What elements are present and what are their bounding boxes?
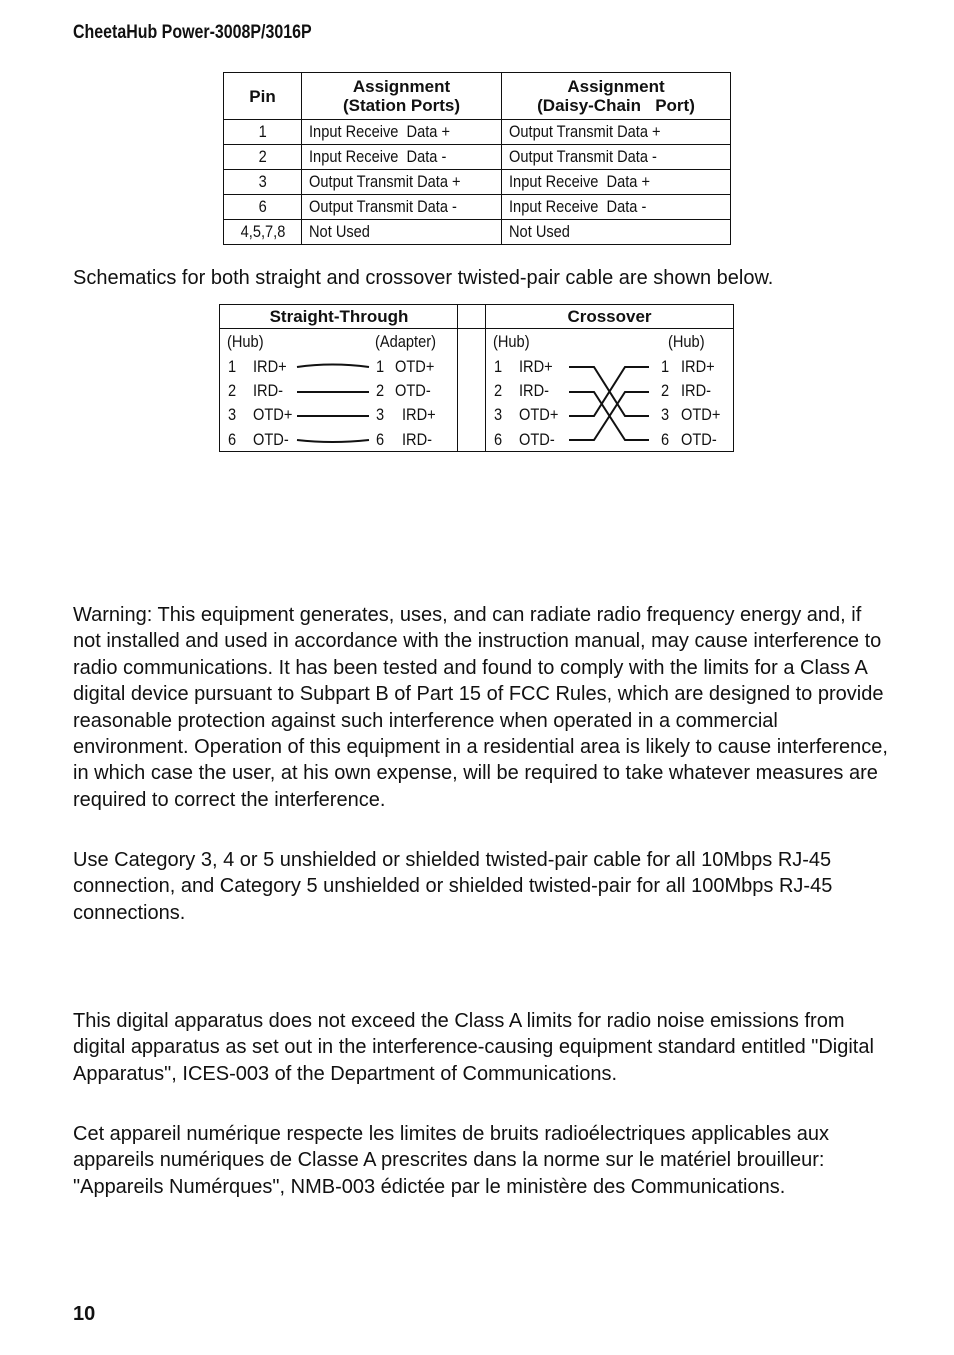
straight-left-signal: OTD- <box>253 430 289 449</box>
crossover-right-signal: IRD- <box>681 381 712 400</box>
straight-through-title: Straight-Through <box>220 305 458 329</box>
straight-right-signal: IRD- <box>402 430 433 449</box>
pin-cell: 4,5,7,8 <box>240 222 285 241</box>
pin-cell: 1 <box>258 122 267 141</box>
crossover-left-pin: 1 <box>494 357 503 376</box>
table-row <box>224 170 731 195</box>
cable-schematic-table <box>219 304 734 452</box>
crossover-left-signal: IRD- <box>519 381 550 400</box>
station-ports-column-header <box>302 73 502 120</box>
fcc-warning-paragraph: Warning: This equipment generates, uses, and can radiate radio frequency energy and, if not installed and used in accordance with the instruction manual, may cause interference to radio communications. It has been tested and found to comply with the limits for a Class A digital device pursuant to Subpart B of Part 15 of FCC Rules, which are designed to provide reasonable protection against such interference when operated in a commercial environment. Operation of this equipment in a residential area is likely to cause interference, in which case the user, at his own expense, will be required to take whatever measures are required to correct the interference. <box>73 604 888 811</box>
crossover-left-signal: IRD+ <box>519 357 553 376</box>
crossover-left-signal: OTD- <box>519 430 555 449</box>
wiring-lines <box>220 305 733 451</box>
straight-right-pin: 2 <box>376 381 385 400</box>
pin-column-header: Pin <box>224 73 302 120</box>
crossover-left-pin: 3 <box>494 405 503 424</box>
straight-wire-6 <box>297 440 369 442</box>
straight-left-pin: 2 <box>228 381 237 400</box>
crossover-left-header: (Hub) <box>493 332 530 351</box>
straight-right-signal: OTD- <box>395 381 431 400</box>
daisy-cell: Input Receive Data - <box>509 197 647 216</box>
crossover-right-pin: 1 <box>661 357 670 376</box>
straight-left-signal: IRD- <box>253 381 284 400</box>
station-cell: Input Receive Data + <box>309 122 451 141</box>
daisy-cell: Output Transmit Data - <box>509 147 657 166</box>
table-row <box>224 145 731 170</box>
pin-cell: 6 <box>258 197 267 216</box>
straight-left-header: (Hub) <box>227 332 264 351</box>
straight-right-signal: IRD+ <box>402 405 436 424</box>
daisy-cell: Not Used <box>509 222 570 241</box>
straight-left-signal: OTD+ <box>253 405 293 424</box>
crossover-left-pin: 2 <box>494 381 503 400</box>
table-row <box>224 120 731 145</box>
station-cell: Output Transmit Data + <box>309 172 461 191</box>
station-cell: Input Receive Data - <box>309 147 447 166</box>
straight-left-signal: IRD+ <box>253 357 287 376</box>
straight-right-pin: 6 <box>376 430 385 449</box>
straight-wire-1 <box>297 365 369 368</box>
pin-assignment-table <box>223 72 731 245</box>
daisy-chain-column-header <box>502 73 731 120</box>
schematics-intro-text: Schematics for both straight and crossover twisted-pair cable are shown below. <box>73 267 774 289</box>
straight-left-pin: 6 <box>228 430 237 449</box>
crossover-right-signal: OTD- <box>681 430 717 449</box>
crossover-right-pin: 2 <box>661 381 670 400</box>
straight-right-signal: OTD+ <box>395 357 435 376</box>
doc-compliance-french: Cet appareil numérique respecte les limites de bruits radioélectriques applicables aux appareils numériques de Classe A prescrites dans la norme sur le matériel brouilleur: "Appareils Numérques", NMB-003 édictée par le ministère des Communications. <box>73 1123 829 1198</box>
doc-compliance-english: This digital apparatus does not exceed the Class A limits for radio noise emissions from digital apparatus as set out in the interference-causing equipment standard entitled "Digital Apparatus", ICES-003 of the Department of Communications. <box>73 1010 874 1085</box>
daisy-header-line1: Assignment <box>567 77 665 96</box>
straight-right-header: (Adapter) <box>375 332 436 351</box>
page-header-title: CheetaHub Power-3008P/3016P <box>73 22 312 43</box>
daisy-cell: Output Transmit Data + <box>509 122 661 141</box>
pin-cell: 2 <box>258 147 267 166</box>
page-number: 10 <box>73 1303 96 1325</box>
table-header-row <box>224 73 731 120</box>
straight-right-pin: 3 <box>376 405 385 424</box>
pin-cell: 3 <box>258 172 267 191</box>
crossover-right-pin: 6 <box>661 430 670 449</box>
cable-category-paragraph: Use Category 3, 4 or 5 unshielded or shielded twisted-pair cable for all 10Mbps RJ-45 connection, and Category 5 unshielded or shielded twisted-pair for all 100Mbps RJ-45 connections. <box>73 849 833 924</box>
station-header-line1: Assignment <box>352 77 451 96</box>
crossover-right-pin: 3 <box>661 405 670 424</box>
straight-left-pin: 3 <box>228 405 237 424</box>
daisy-header-line2: (Daisy-Chain Port) <box>537 96 695 115</box>
station-cell: Not Used <box>309 222 370 241</box>
table-row <box>224 220 731 245</box>
straight-right-pin: 1 <box>376 357 385 376</box>
crossover-left-pin: 6 <box>494 430 503 449</box>
crossover-right-signal: IRD+ <box>681 357 715 376</box>
crossover-title: Crossover <box>486 305 733 329</box>
crossover-right-header: (Hub) <box>668 332 705 351</box>
daisy-cell: Input Receive Data + <box>509 172 651 191</box>
table-row <box>224 195 731 220</box>
straight-left-pin: 1 <box>228 357 237 376</box>
crossover-right-signal: OTD+ <box>681 405 721 424</box>
crossover-left-signal: OTD+ <box>519 405 559 424</box>
station-cell: Output Transmit Data - <box>309 197 457 216</box>
station-header-line2: (Station Ports) <box>342 96 461 115</box>
